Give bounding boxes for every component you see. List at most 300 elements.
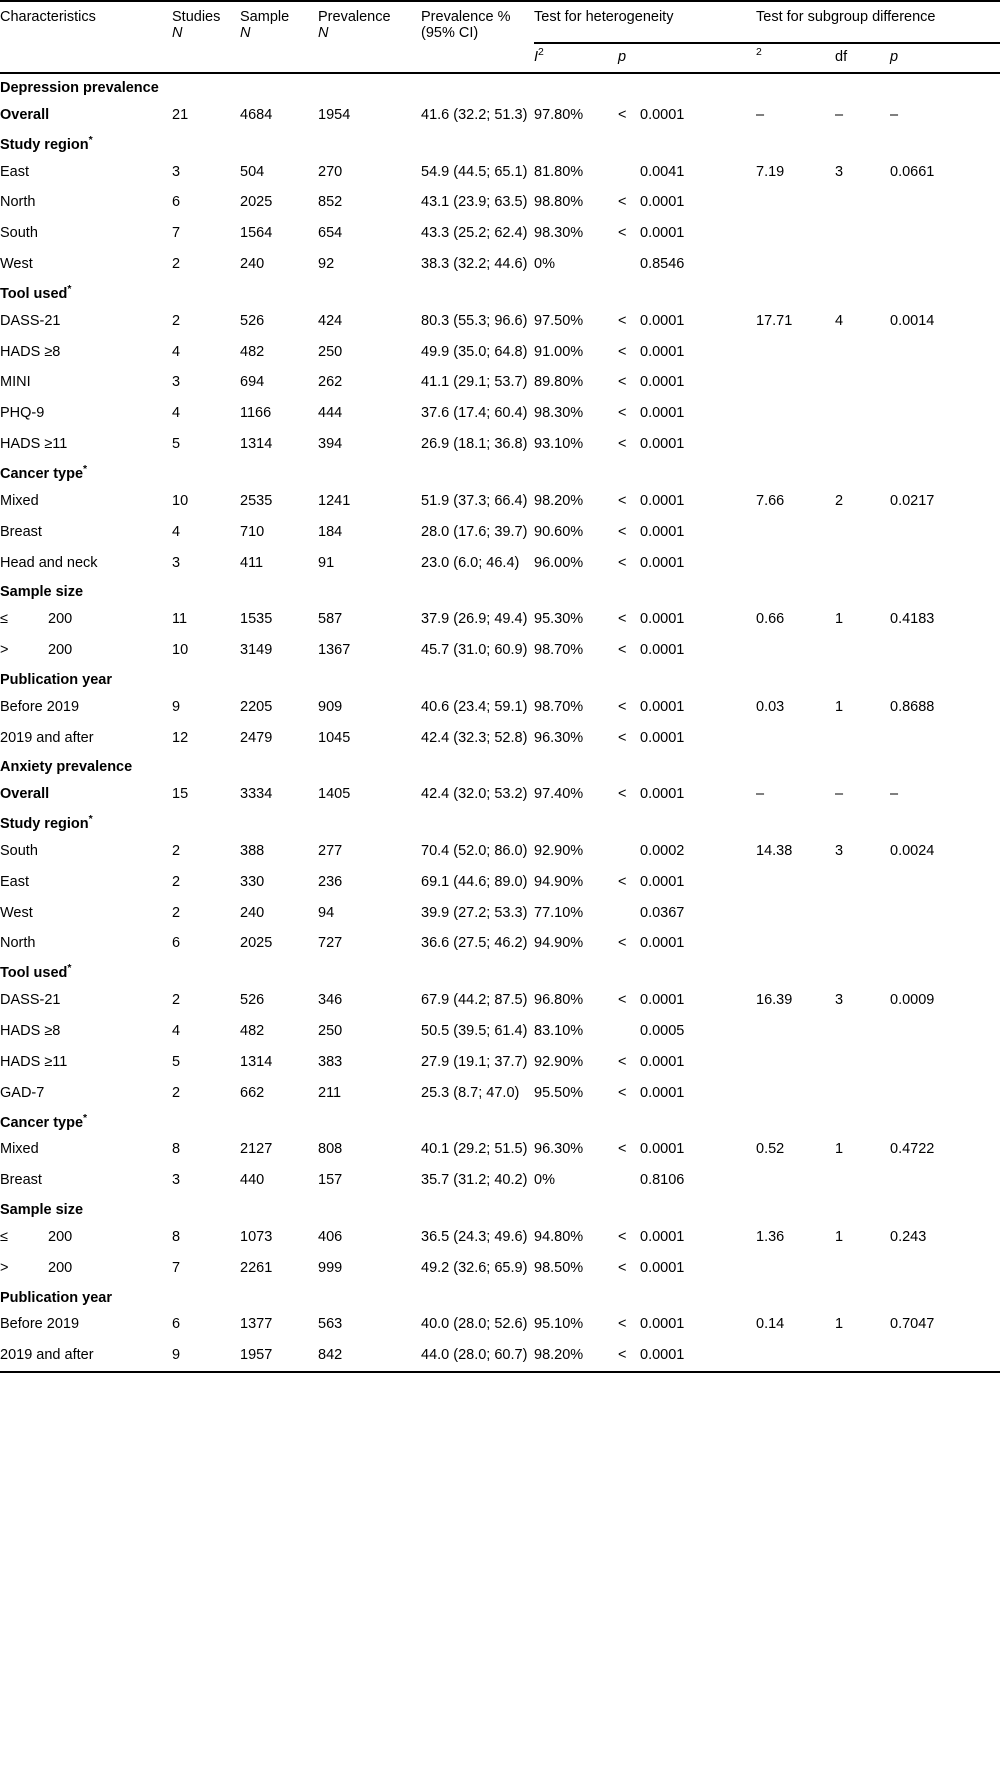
cell-chi-squared	[756, 429, 835, 460]
cell-i-squared: 94.90%	[534, 935, 584, 952]
cell-df	[835, 1078, 890, 1109]
cell-sample-n: 3149	[240, 642, 273, 659]
cell-df: 4	[835, 312, 844, 329]
cell-chi-squared: 0.52	[756, 1141, 785, 1158]
col-header-studies	[172, 2, 240, 43]
table-group-header-row	[0, 131, 1000, 157]
cell-p-subgroup	[890, 1047, 1000, 1078]
cell-studies-n: 4	[172, 343, 181, 360]
group-header-label: Anxiety prevalence	[0, 759, 133, 776]
cell-p-subgroup	[890, 1078, 1000, 1109]
cell-i-squared: 98.70%	[534, 642, 584, 659]
cell-prevalence-n: 270	[318, 163, 343, 180]
row-label: HADS ≥8	[0, 343, 61, 360]
cell-p-less-than-sign: <	[618, 1316, 627, 1333]
cell-studies-n: 4	[172, 405, 181, 422]
group-header-label: Study region*	[0, 814, 93, 833]
cell-sample-n: 1957	[240, 1347, 273, 1364]
table-group-header-row	[0, 578, 1000, 604]
cell-chi-squared	[756, 1253, 835, 1284]
group-header-label: Cancer type*	[0, 1112, 88, 1131]
cell-i-squared: 97.40%	[534, 786, 584, 803]
cell-prevalence-pct-ci: 40.0 (28.0; 52.6)	[421, 1316, 528, 1333]
footnote-asterisk: *	[67, 963, 72, 975]
cell-p-subgroup: –	[890, 786, 899, 803]
cell-i-squared: 90.60%	[534, 523, 584, 540]
row-label-value: 200	[48, 1228, 73, 1245]
cell-chi-squared	[756, 337, 835, 368]
cell-df	[835, 517, 890, 548]
cell-prevalence-n: 852	[318, 194, 343, 211]
cell-i-squared: 83.10%	[534, 1023, 584, 1039]
cell-df	[835, 635, 890, 666]
cell-p-heterogeneity: 0.0001	[640, 1141, 685, 1158]
cell-i-squared: 98.70%	[534, 698, 584, 715]
cell-i-squared: 93.10%	[534, 436, 584, 453]
cell-prevalence-n: 157	[318, 1172, 343, 1189]
cell-df	[835, 249, 890, 280]
table-row	[0, 928, 1000, 959]
cell-p-subgroup: 0.243	[890, 1228, 927, 1245]
cell-chi-squared	[756, 928, 835, 959]
col-header-prevalence-n	[318, 2, 421, 43]
row-label-operator: ≤	[0, 611, 8, 628]
cell-prevalence-pct-ci: 45.7 (31.0; 60.9)	[421, 642, 528, 659]
cell-studies-n: 3	[172, 163, 181, 180]
cell-sample-n: 504	[240, 163, 265, 180]
cell-prevalence-n: 587	[318, 611, 343, 628]
cell-prevalence-n: 999	[318, 1259, 343, 1276]
cell-p-less-than-sign: <	[618, 1141, 627, 1158]
cell-p-less-than-sign: <	[618, 374, 627, 391]
cell-prevalence-n: 727	[318, 935, 343, 952]
row-label: North	[0, 935, 36, 952]
col-header-prevalence-pct-label: Prevalence %	[421, 9, 511, 25]
table-group-header-row	[0, 460, 1000, 486]
cell-prevalence-pct-ci: 49.2 (32.6; 65.9)	[421, 1259, 528, 1276]
cell-p-heterogeneity: 0.0001	[640, 729, 685, 746]
table-row	[0, 1134, 1000, 1165]
cell-p-less-than-sign: <	[618, 194, 627, 211]
cell-prevalence-pct-ci: 36.5 (24.3; 49.6)	[421, 1228, 528, 1245]
cell-sample-n: 482	[240, 1023, 265, 1039]
cell-chi-squared: 14.38	[756, 842, 793, 859]
cell-sample-n: 482	[240, 343, 265, 360]
cell-p-subgroup	[890, 187, 1000, 218]
group-header-label: Study region*	[0, 134, 93, 153]
cell-i-squared: 92.90%	[534, 842, 584, 859]
group-header-label: Tool used*	[0, 284, 72, 302]
cell-p-less-than-sign: <	[618, 554, 627, 571]
col-header-sample-label: Sample	[240, 9, 290, 25]
cell-sample-n: 3334	[240, 786, 273, 803]
cell-i-squared: 98.80%	[534, 194, 584, 211]
cell-chi-squared: –	[756, 786, 765, 803]
cell-i-squared: 81.80%	[534, 163, 584, 180]
cell-prevalence-n: 1241	[318, 492, 351, 509]
cell-prevalence-pct-ci: 69.1 (44.6; 89.0)	[421, 873, 528, 890]
cell-sample-n: 1073	[240, 1228, 273, 1245]
cell-p-less-than-sign: <	[618, 106, 627, 123]
cell-chi-squared	[756, 398, 835, 429]
cell-chi-squared: 0.03	[756, 698, 785, 715]
cell-sample-n: 2479	[240, 729, 273, 746]
cell-prevalence-pct-ci: 43.3 (25.2; 62.4)	[421, 225, 528, 242]
cell-prevalence-n: 1045	[318, 729, 351, 746]
cell-p-subgroup: 0.0009	[890, 992, 935, 1009]
cell-p-heterogeneity: 0.0001	[640, 436, 685, 453]
cell-studies-n: 5	[172, 1053, 181, 1070]
table-head	[0, 1, 1000, 73]
col-header-sample-n: N	[240, 25, 251, 41]
cell-prevalence-pct-ci: 41.1 (29.1; 53.7)	[421, 374, 528, 391]
cell-p-less-than-sign: <	[618, 343, 627, 360]
cell-prevalence-pct-ci: 54.9 (44.5; 65.1)	[421, 163, 528, 180]
cell-p-heterogeneity: 0.0041	[640, 163, 685, 180]
cell-df	[835, 898, 890, 929]
cell-sample-n: 330	[240, 873, 265, 890]
cell-studies-n: 10	[172, 642, 189, 659]
cell-chi-squared	[756, 1165, 835, 1196]
row-label	[0, 604, 172, 635]
cell-p-subgroup: 0.0024	[890, 842, 935, 859]
cell-df: 3	[835, 163, 844, 180]
cell-p-heterogeneity: 0.0001	[640, 106, 685, 123]
cell-df: 3	[835, 992, 844, 1009]
table-row	[0, 867, 1000, 898]
cell-p-less-than-sign: <	[618, 642, 627, 659]
col-header-spacer-4	[318, 43, 421, 72]
cell-sample-n: 1377	[240, 1316, 273, 1333]
cell-sample-n: 526	[240, 312, 265, 329]
cell-studies-n: 10	[172, 492, 189, 509]
cell-sample-n: 1535	[240, 611, 273, 628]
cell-studies-n: 7	[172, 225, 181, 242]
cell-df: –	[835, 106, 844, 123]
cell-sample-n: 662	[240, 1084, 265, 1101]
cell-sample-n: 1564	[240, 225, 273, 242]
row-label: PHQ-9	[0, 405, 45, 422]
cell-i-squared: 91.00%	[534, 343, 584, 360]
cell-p-heterogeneity: 0.0005	[640, 1023, 685, 1039]
table-row	[0, 604, 1000, 635]
cell-p-subgroup	[890, 1165, 1000, 1196]
group-header-label: Sample size	[0, 584, 84, 601]
cell-studies-n: 2	[172, 1084, 181, 1101]
row-label: Before 2019	[0, 698, 80, 715]
cell-prevalence-pct-ci: 25.3 (8.7; 47.0)	[421, 1084, 520, 1101]
cell-prevalence-pct-ci: 40.1 (29.2; 51.5)	[421, 1141, 528, 1158]
table-row	[0, 1253, 1000, 1284]
cell-p-subgroup: 0.8688	[890, 698, 935, 715]
cell-studies-n: 2	[172, 312, 181, 329]
cell-prevalence-n: 250	[318, 1023, 343, 1039]
cell-df	[835, 1165, 890, 1196]
cell-df: 1	[835, 698, 844, 715]
cell-p-less-than-sign: <	[618, 1259, 627, 1276]
cell-sample-n: 4684	[240, 106, 273, 123]
cell-p-heterogeneity: 0.0001	[640, 786, 685, 803]
row-label: Mixed	[0, 1141, 39, 1158]
row-label: HADS ≥11	[0, 436, 68, 453]
cell-prevalence-pct-ci: 28.0 (17.6; 39.7)	[421, 523, 528, 540]
cell-p-subgroup	[890, 928, 1000, 959]
row-label: North	[0, 194, 36, 211]
cell-chi-squared: 1.36	[756, 1228, 785, 1245]
cell-prevalence-pct-ci: 27.9 (19.1; 37.7)	[421, 1053, 528, 1070]
cell-chi-squared: 7.19	[756, 163, 785, 180]
cell-prevalence-pct-ci: 44.0 (28.0; 60.7)	[421, 1347, 528, 1364]
row-label-operator: >	[0, 642, 9, 659]
cell-chi-squared	[756, 367, 835, 398]
cell-prevalence-n: 211	[318, 1084, 342, 1101]
cell-p-subgroup: 0.0014	[890, 312, 935, 329]
table-row	[0, 187, 1000, 218]
cell-prevalence-n: 383	[318, 1053, 343, 1070]
cell-p-heterogeneity: 0.0001	[640, 642, 685, 659]
cell-p-less-than-sign: <	[618, 611, 627, 628]
cell-studies-n: 2	[172, 992, 181, 1009]
row-label: South	[0, 225, 38, 242]
cell-p-heterogeneity: 0.0001	[640, 492, 685, 509]
cell-chi-squared	[756, 1078, 835, 1109]
cell-studies-n: 6	[172, 935, 181, 952]
cell-i-squared: 95.50%	[534, 1084, 584, 1101]
cell-p-subgroup	[890, 723, 1000, 754]
row-label: Overall	[0, 786, 50, 803]
cell-chi-squared: 7.66	[756, 492, 785, 509]
cell-studies-n: 2	[172, 842, 181, 859]
row-label: Before 2019	[0, 1316, 80, 1333]
cell-studies-n: 2	[172, 256, 181, 273]
cell-df	[835, 429, 890, 460]
cell-p-less-than-sign	[618, 157, 640, 188]
cell-sample-n: 411	[240, 554, 264, 571]
cell-sample-n: 2127	[240, 1141, 273, 1158]
cell-prevalence-pct-ci: 70.4 (52.0; 86.0)	[421, 842, 528, 859]
group-header-label: Sample size	[0, 1202, 84, 1219]
table-row	[0, 486, 1000, 517]
cell-chi-squared	[756, 548, 835, 579]
cell-prevalence-pct-ci: 36.6 (27.5; 46.2)	[421, 935, 528, 952]
row-label-operator: >	[0, 1259, 9, 1276]
cell-p-heterogeneity: 0.0001	[640, 374, 685, 391]
cell-prevalence-n: 1954	[318, 106, 351, 123]
table-row	[0, 1078, 1000, 1109]
cell-i-squared: 96.30%	[534, 729, 584, 746]
table-row	[0, 1165, 1000, 1196]
cell-chi-squared	[756, 218, 835, 249]
table-row	[0, 367, 1000, 398]
cell-studies-n: 3	[172, 554, 181, 571]
row-label: GAD-7	[0, 1084, 45, 1101]
cell-sample-n: 2535	[240, 492, 273, 509]
cell-df: 2	[835, 492, 844, 509]
row-label: East	[0, 873, 30, 890]
row-label: Mixed	[0, 492, 39, 509]
cell-p-less-than-sign: <	[618, 729, 627, 746]
cell-prevalence-pct-ci: 43.1 (23.9; 63.5)	[421, 194, 528, 211]
col-header-prevalence-n-letter: N	[318, 25, 329, 41]
cell-prevalence-pct-ci: 42.4 (32.0; 53.2)	[421, 786, 528, 803]
cell-studies-n: 9	[172, 1347, 181, 1364]
cell-i-squared: 97.50%	[534, 312, 584, 329]
cell-df	[835, 398, 890, 429]
cell-p-heterogeneity: 0.0001	[640, 873, 685, 890]
cell-df: 3	[835, 842, 844, 859]
cell-df	[835, 928, 890, 959]
footnote-asterisk: *	[67, 284, 72, 296]
cell-chi-squared: 16.39	[756, 992, 793, 1009]
col-header-spacer-1	[0, 43, 172, 72]
cell-p-subgroup	[890, 249, 1000, 280]
cell-prevalence-pct-ci: 37.9 (26.9; 49.4)	[421, 611, 528, 628]
cell-prevalence-n: 94	[318, 904, 335, 921]
cell-i-squared: 98.20%	[534, 492, 584, 509]
cell-chi-squared	[756, 517, 835, 548]
cell-sample-n: 388	[240, 842, 265, 859]
cell-p-heterogeneity: 0.0001	[640, 554, 685, 571]
cell-prevalence-n: 909	[318, 698, 343, 715]
cell-prevalence-pct-ci: 49.9 (35.0; 64.8)	[421, 343, 528, 360]
table-row	[0, 635, 1000, 666]
cell-df: 1	[835, 1228, 844, 1245]
cell-p-less-than-sign	[618, 1016, 640, 1047]
cell-chi-squared: –	[756, 106, 765, 123]
cell-p-subgroup: –	[890, 106, 899, 123]
table-row	[0, 985, 1000, 1016]
cell-sample-n: 1314	[240, 1053, 273, 1070]
cell-prevalence-pct-ci: 80.3 (55.3; 96.6)	[421, 312, 528, 329]
cell-studies-n: 8	[172, 1228, 181, 1245]
table-row	[0, 836, 1000, 867]
cell-p-subgroup	[890, 337, 1000, 368]
group-header-label: Publication year	[0, 1289, 113, 1306]
cell-p-heterogeneity: 0.0001	[640, 992, 685, 1009]
cell-p-subgroup	[890, 867, 1000, 898]
cell-p-heterogeneity: 0.8546	[640, 256, 685, 273]
cell-p-subgroup	[890, 548, 1000, 579]
row-label: HADS ≥11	[0, 1053, 68, 1070]
table-row	[0, 898, 1000, 929]
cell-prevalence-n: 262	[318, 374, 343, 391]
cell-p-heterogeneity: 0.0001	[640, 1347, 685, 1364]
table-group-header-row	[0, 810, 1000, 836]
row-label	[0, 1253, 172, 1284]
cell-p-heterogeneity: 0.0001	[640, 194, 685, 211]
cell-prevalence-n: 406	[318, 1228, 343, 1245]
row-label: East	[0, 163, 30, 180]
cell-prevalence-n: 808	[318, 1141, 343, 1158]
table-row	[0, 1016, 1000, 1047]
cell-sample-n: 440	[240, 1172, 265, 1189]
row-label: West	[0, 256, 33, 273]
cell-df	[835, 1047, 890, 1078]
cell-studies-n: 21	[172, 106, 189, 123]
cell-p-heterogeneity: 0.0001	[640, 343, 685, 360]
table-row	[0, 157, 1000, 188]
cell-sample-n: 1166	[240, 405, 272, 422]
cell-df	[835, 867, 890, 898]
row-label-value: 200	[48, 1259, 73, 1276]
cell-i-squared: 94.90%	[534, 873, 584, 890]
table-group-header-row	[0, 1284, 1000, 1310]
cell-i-squared: 0%	[534, 1172, 555, 1189]
cell-i-squared: 96.80%	[534, 992, 584, 1009]
header-row-main	[0, 2, 1000, 43]
table-row	[0, 100, 1000, 131]
cell-prevalence-pct-ci: 67.9 (44.2; 87.5)	[421, 992, 528, 1009]
cell-p-less-than-sign: <	[618, 492, 627, 509]
cell-studies-n: 2	[172, 873, 181, 890]
cell-p-subgroup	[890, 398, 1000, 429]
cell-p-less-than-sign: <	[618, 312, 627, 329]
bottom-rule	[0, 1372, 1000, 1373]
footnote-asterisk: *	[88, 814, 93, 826]
cell-p-heterogeneity: 0.0001	[640, 1228, 685, 1245]
cell-i-squared: 96.30%	[534, 1141, 584, 1158]
cell-df: –	[835, 786, 844, 803]
table-row	[0, 249, 1000, 280]
cell-p-less-than-sign: <	[618, 935, 627, 952]
cell-df: 1	[835, 1141, 844, 1158]
cell-prevalence-n: 394	[318, 436, 343, 453]
group-header-label: Publication year	[0, 671, 113, 688]
col-header-heterogeneity: Test for heterogeneity	[534, 2, 756, 43]
cell-chi-squared	[756, 1340, 835, 1372]
cell-p-subgroup	[890, 898, 1000, 929]
cell-p-heterogeneity: 0.0001	[640, 225, 685, 242]
group-header-label: Cancer type*	[0, 464, 88, 482]
cell-chi-squared: 0.66	[756, 611, 785, 628]
cell-studies-n: 12	[172, 729, 189, 746]
cell-prevalence-n: 563	[318, 1316, 343, 1333]
cell-i-squared: 95.30%	[534, 611, 584, 628]
cell-prevalence-n: 424	[318, 312, 343, 329]
table-row	[0, 1309, 1000, 1340]
cell-sample-n: 2205	[240, 698, 273, 715]
cell-p-less-than-sign: <	[618, 523, 627, 540]
cell-sample-n: 240	[240, 256, 265, 273]
cell-p-subgroup	[890, 429, 1000, 460]
table-row	[0, 517, 1000, 548]
cell-p-subgroup: 0.7047	[890, 1316, 935, 1333]
cell-p-heterogeneity: 0.0001	[640, 1084, 685, 1101]
table-row	[0, 398, 1000, 429]
cell-df	[835, 337, 890, 368]
cell-prevalence-n: 277	[318, 842, 343, 859]
cell-prevalence-pct-ci: 26.9 (18.1; 36.8)	[421, 436, 528, 453]
table-row	[0, 1047, 1000, 1078]
cell-studies-n: 11	[172, 611, 188, 628]
cell-p-heterogeneity: 0.0001	[640, 1316, 685, 1333]
cell-p-subgroup	[890, 635, 1000, 666]
row-label	[0, 635, 172, 666]
cell-p-heterogeneity: 0.0001	[640, 523, 685, 540]
cell-studies-n: 6	[172, 194, 181, 211]
cell-p-subgroup: 0.4722	[890, 1141, 935, 1158]
col-header-studies-label: Studies	[172, 9, 221, 25]
table-body	[0, 73, 1000, 1372]
cell-p-less-than-sign: <	[618, 1084, 627, 1101]
group-header-label: Depression prevalence	[0, 80, 159, 96]
cell-i-squared: 97.80%	[534, 106, 584, 123]
cell-studies-n: 4	[172, 523, 181, 540]
col-header-prevalence-ci: (95% CI)	[421, 25, 479, 41]
cell-p-subgroup	[890, 1340, 1000, 1372]
row-label: Breast	[0, 1172, 42, 1189]
cell-p-less-than-sign: <	[618, 1053, 627, 1070]
